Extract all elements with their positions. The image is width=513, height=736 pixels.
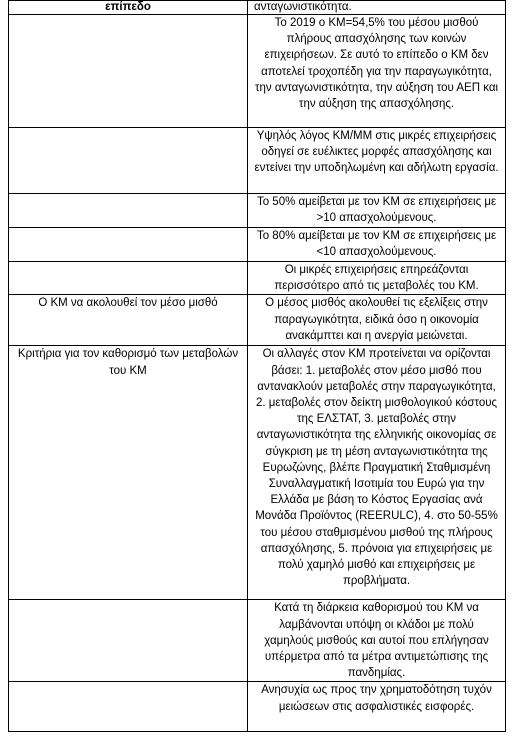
row-label: επίπεδο (9, 1, 248, 15)
row-label (9, 194, 248, 228)
table-row (9, 128, 506, 194)
row-text: Οι αλλαγές στον ΚΜ προτείνεται να ορίζονται βάσει: 1. μεταβολές στον μέσο μισθό που αντανακλούν μεταβολές στην παραγωγικότητα, 2. μεταβολές στον δείκτη μισθολογικού κόστους της ΕΛΣΤΑΤ, 3. μεταβολές στην ανταγωνιστικότητα της ελληνικής οικονομίας σε σύγκριση με τη μέση ανταγωνιστικότητα της Ευρωζώνης, βλέπε Πραγματική Σταθμισμένη Συναλλαγματική Ισοτιμία του Ευρώ για την Ελλάδα με βάση το Κόστος Εργασίας ανά Μονάδα Προϊόντος (REERULC), 4. στο 50-55% του μέσου σταθμισμένου μισθού της πλήρους απασχόλησης, 5. πρόνοια για επιχειρήσεις με πολύ χαμηλό μισθό και επιχειρήσεις με προβλήματα. (248, 346, 506, 600)
row-text: Οι μικρές επιχειρήσεις επηρεάζονται περισσότερο από τις μεταβολές του ΚΜ. (248, 262, 506, 295)
row-label: Κριτήρια για τον καθορισμό των μεταβολών του ΚΜ (9, 346, 248, 600)
policy-table (8, 0, 506, 732)
row-text: Το 2019 ο ΚΜ=54,5% του μέσου μισθού πλήρους απασχόλησης των κοινών επιχειρήσεων. Σε αυτό το επίπεδο ο ΚΜ δεν αποτελεί τροχοπέδη για την παραγωγικότητα, την ανταγωνιστικότητα, την αύξηση του ΑΕΠ και την αύξηση της απασχόλησης. (248, 15, 506, 128)
table-row (9, 194, 506, 228)
row-text: Το 80% αμείβεται με τον ΚΜ σε επιχειρήσεις με <10 απασχολούμενους. (248, 228, 506, 262)
row-text: Υψηλός λόγος ΚΜ/ΜΜ στις μικρές επιχειρήσεις οδηγεί σε ευέλικτες μορφές απασχόλησης και εντείνει την υποδηλωμένη και αδήλωτη εργασία. (248, 128, 506, 194)
row-text: Το 50% αμείβεται με τον ΚΜ σε επιχειρήσεις με >10 απασχολούμενους. (248, 194, 506, 228)
row-label (9, 15, 248, 128)
row-text: ανταγωνιστικότητα. (248, 1, 506, 15)
table-row (9, 682, 506, 732)
row-label: Ο ΚΜ να ακολουθεί τον μέσο μισθό (9, 295, 248, 346)
row-label (9, 600, 248, 682)
table-row (9, 346, 506, 600)
row-text: Ο μέσος μισθός ακολουθεί τις εξελίξεις στην παραγωγικότητα, ειδικά όσο η οικονομία ανακάμπτει και η ανεργία μειώνεται. (248, 295, 506, 346)
table-row (9, 15, 506, 128)
table-row (9, 228, 506, 262)
row-label (9, 682, 248, 732)
table-row (9, 600, 506, 682)
row-text: Κατά τη διάρκεια καθορισμού του ΚΜ να λαμβάνονται υπόψη οι κλάδοι με πολύ χαμηλούς μισθούς και αυτοί που επλήγησαν υπέρμετρα από τα μέτρα αντιμετώπισης της πανδημίας. (248, 600, 506, 682)
row-text: Ανησυχία ως προς την χρηματοδότηση τυχόν μειώσεων στις ασφαλιστικές εισφορές. (248, 682, 506, 732)
row-label (9, 128, 248, 194)
row-label (9, 262, 248, 295)
table-row (9, 262, 506, 295)
row-label (9, 228, 248, 262)
table-row (9, 295, 506, 346)
table-row (9, 1, 506, 15)
